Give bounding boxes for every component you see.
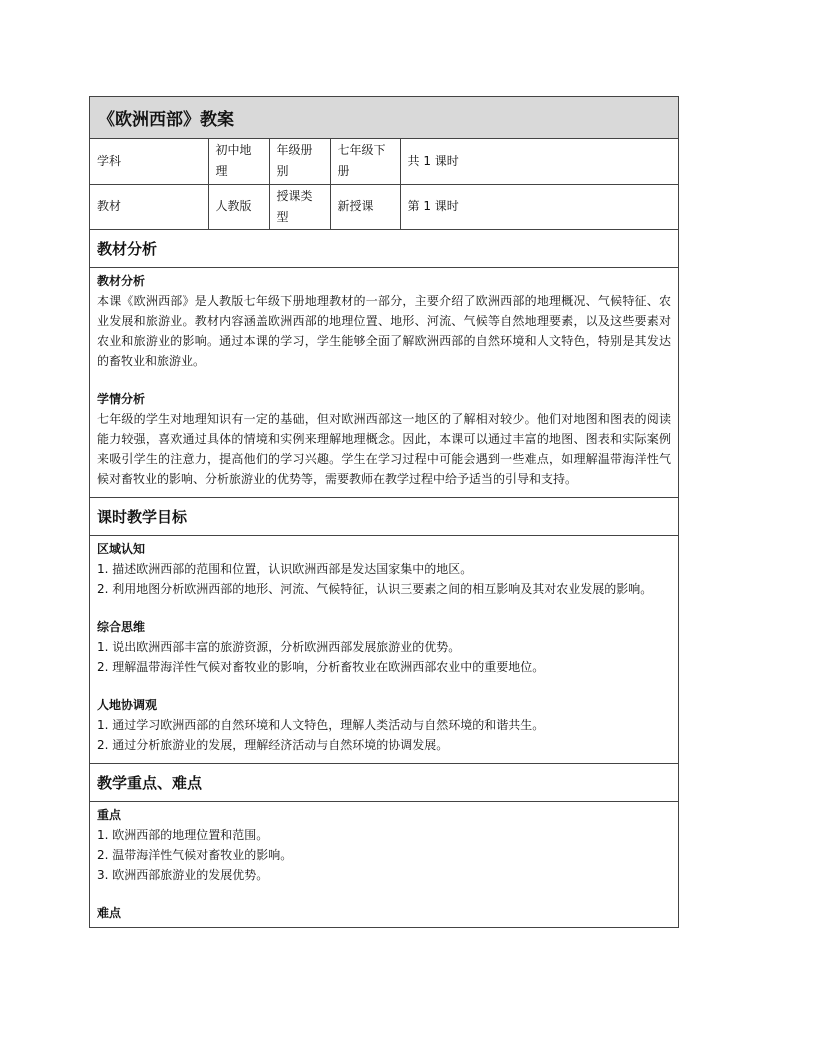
subheading-difficult-points: 难点 <box>97 905 122 920</box>
list-item: 1. 通过学习欧洲西部的自然环境和人文特色，理解人类活动与自然环境的和谐共生。 <box>97 717 545 732</box>
subheading-integrated-thinking: 综合思维 <box>97 619 146 634</box>
label-textbook: 教材 <box>90 184 208 229</box>
label-grade: 年级册别 <box>269 139 330 184</box>
lesson-plan-document <box>89 96 679 928</box>
value-grade: 七年级下册 <box>330 139 400 184</box>
info-table <box>90 139 678 230</box>
label-subject: 学科 <box>90 139 208 184</box>
list-item: 2. 利用地图分析欧洲西部的地形、河流、气候特征，认识三要素之间的相互影响及其对农业发展的影响。 <box>97 581 653 596</box>
list-item: 1. 描述欧洲西部的范围和位置，认识欧洲西部是发达国家集中的地区。 <box>97 561 473 576</box>
subheading-student-analysis: 学情分析 <box>97 391 146 406</box>
document-title: 《欧洲西部》教案 <box>90 97 678 139</box>
list-item: 3. 欧洲西部旅游业的发展优势。 <box>97 867 269 882</box>
subheading-regional-cognition: 区域认知 <box>97 541 146 556</box>
value-lesson-type: 新授课 <box>330 184 400 229</box>
subheading-key-points: 重点 <box>97 807 122 822</box>
section-heading-teaching-goals: 课时教学目标 <box>90 498 678 536</box>
list-item: 2. 理解温带海洋性气候对畜牧业的影响，分析畜牧业在欧洲西部农业中的重要地位。 <box>97 659 545 674</box>
list-item: 1. 说出欧洲西部丰富的旅游资源，分析欧洲西部发展旅游业的优势。 <box>97 639 461 654</box>
value-total-hours: 共 1 课时 <box>400 139 678 184</box>
section-heading-material-analysis: 教材分析 <box>90 230 678 268</box>
list-item: 2. 通过分析旅游业的发展，理解经济活动与自然环境的协调发展。 <box>97 737 449 752</box>
paragraph-student-analysis: 七年级的学生对地理知识有一定的基础，但对欧洲西部这一地区的了解相对较少。他们对地图和图表的阅读能力较强，喜欢通过具体的情境和实例来理解地理概念。因此，本课可以通过丰富的地图、图表和实际案例来吸引学生的注意力，提高他们的学习兴趣。学生在学习过程中可能会遇到一些难点，如理解温带海洋性气候对畜牧业的影响、分析旅游业的优势等，需要教师在教学过程中给予适当的引导和支持。 <box>97 411 671 486</box>
value-textbook: 人教版 <box>208 184 269 229</box>
value-subject: 初中地理 <box>208 139 269 184</box>
list-item: 2. 温带海洋性气候对畜牧业的影响。 <box>97 847 293 862</box>
section-heading-key-difficult-points: 教学重点、难点 <box>90 764 678 802</box>
label-lesson-type: 授课类型 <box>269 184 330 229</box>
paragraph-material-analysis: 本课《欧洲西部》是人教版七年级下册地理教材的一部分，主要介绍了欧洲西部的地理概况、气候特征、农业发展和旅游业。教材内容涵盖欧洲西部的地理位置、地形、河流、气候等自然地理要素，以及这些要素对农业和旅游业的影响。通过本课的学习，学生能够全面了解欧洲西部的自然环境和人文特色，特别是其发达的畜牧业和旅游业。 <box>97 293 671 368</box>
value-current-hour: 第 1 课时 <box>400 184 678 229</box>
info-row-textbook <box>90 184 678 229</box>
subheading-material-analysis: 教材分析 <box>97 273 146 288</box>
section-body-teaching-goals <box>90 536 678 764</box>
info-row-subject <box>90 139 678 184</box>
section-body-key-difficult-points <box>90 802 678 927</box>
subheading-human-earth-coordination: 人地协调观 <box>97 697 158 712</box>
list-item: 1. 欧洲西部的地理位置和范围。 <box>97 827 269 842</box>
section-body-material-analysis <box>90 268 678 498</box>
